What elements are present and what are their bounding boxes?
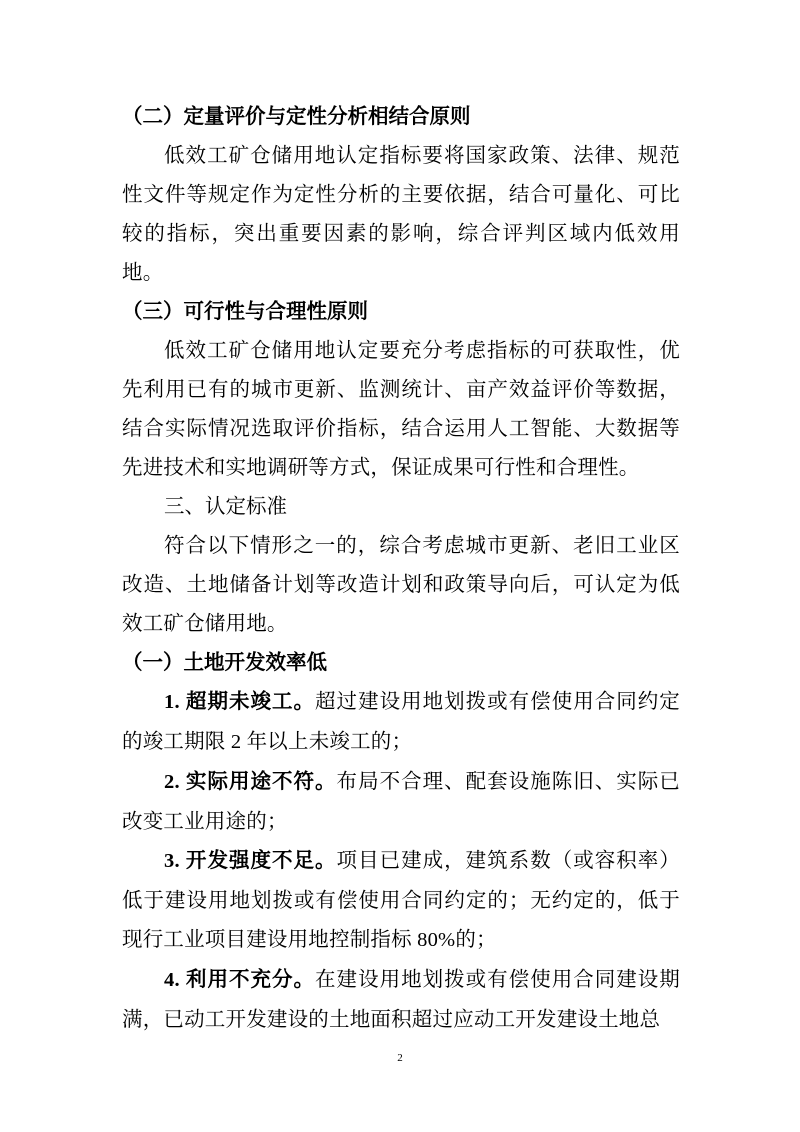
- item-text: 项目已建成，建筑系数（或容积率）低于建设用地划拨或有偿使用合同约定的；无约定的，低于现行工业项目建设用地控制指标: [122, 848, 680, 951]
- item-text: 在建设用地划拨或有偿使用合同建设期满，已动工开发建设的土地面积超过应动工开发建设土地总: [122, 967, 680, 1031]
- item-number: 4.: [164, 969, 186, 991]
- paragraph-feasibility: 低效工矿仓储用地认定要充分考虑指标的可获取性，优先利用已有的城市更新、监测统计、亩产效益评价等数据，结合实际情况选取评价指标，结合运用人工智能、大数据等先进技术和实地调研等方式，保证成果可行性和合理性。: [122, 338, 680, 479]
- page-number: 2: [397, 1052, 403, 1064]
- heading-low-efficiency: （一）土地开发效率低: [122, 650, 327, 674]
- item-value: 80%: [411, 929, 456, 951]
- criteria-item-1: [122, 682, 680, 762]
- heading-quantitative-qualitative: （二）定量评价与定性分析相结合原则: [122, 104, 471, 128]
- heading-feasibility: （三）可行性与合理性原则: [122, 299, 368, 323]
- item-number: 1.: [164, 691, 186, 713]
- item-text-end: 的；: [455, 927, 497, 951]
- item-title: 超期未竣工。: [185, 689, 316, 713]
- item-title: 开发强度不足。: [185, 848, 337, 872]
- item-number: 2.: [164, 771, 186, 793]
- item-value: 2: [225, 731, 247, 753]
- criteria-item-4: [122, 960, 680, 1039]
- item-text-end: 年以上未竣工的；: [246, 729, 413, 753]
- item-title: 利用不充分。: [185, 967, 316, 991]
- item-text: 超过建设用地划拨或有偿使用合同约定的竣工期限: [122, 689, 680, 753]
- paragraph-quantitative-qualitative: 低效工矿仓储用地认定指标要将国家政策、法律、规范性文件等规定作为定性分析的主要依据，结合可量化、可比较的指标，突出重要因素的影响，综合评判区域内低效用地。: [122, 143, 680, 284]
- document-body: [122, 97, 680, 1039]
- criteria-item-2: [122, 762, 680, 841]
- paragraph-criteria-intro: 符合以下情形之一的，综合考虑城市更新、老旧工业区改造、土地储备计划等改造计划和政策导向后，可认定为低效工矿仓储用地。: [122, 533, 680, 635]
- item-title: 实际用途不符。: [185, 769, 337, 793]
- item-text: 布局不合理、配套设施陈旧、实际已改变工业用途的；: [122, 769, 680, 833]
- criteria-item-3: [122, 841, 680, 960]
- section-heading-criteria: 三、认定标准: [164, 494, 287, 518]
- item-number: 3.: [164, 850, 186, 872]
